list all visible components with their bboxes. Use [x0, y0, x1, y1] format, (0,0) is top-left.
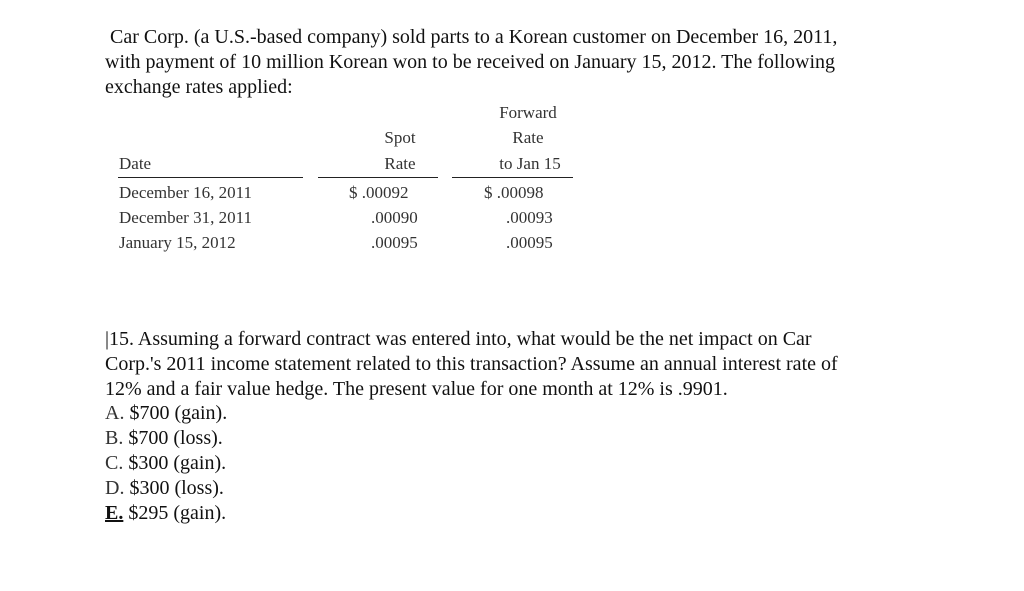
choice-d[interactable]: [105, 476, 227, 501]
table-row-date: January 15, 2012: [119, 233, 236, 252]
question-text: [105, 327, 925, 402]
choice-letter: B.: [105, 427, 124, 449]
answer-choices: [105, 401, 227, 526]
choice-text: $295 (gain).: [128, 502, 227, 524]
choice-a[interactable]: [105, 401, 227, 426]
header-spot-line1: Spot: [384, 128, 416, 147]
table-row-spot: $ .00092: [349, 183, 409, 202]
intro-line: exchange rates applied:: [105, 76, 293, 98]
choice-text: $700 (gain).: [129, 402, 228, 424]
intro-line: Car Corp. (a U.S.-based company) sold parts to a Korean customer on December 16, 2011,: [110, 26, 838, 48]
choice-text: $700 (loss).: [128, 427, 223, 449]
table-row-forward: .00095: [506, 233, 553, 252]
intro-line: with payment of 10 million Korean won to be received on January 15, 2012. The following: [105, 51, 836, 73]
question-line: 12% and a fair value hedge. The present value for one month at 12% is .9901.: [105, 378, 728, 400]
table-row-date: December 31, 2011: [119, 208, 252, 227]
table-row-forward: $ .00098: [484, 183, 544, 202]
header-forward-line3: to Jan 15: [499, 154, 561, 173]
table-row-spot: .00090: [371, 208, 418, 227]
choice-text: $300 (loss).: [129, 477, 224, 499]
choice-c[interactable]: [105, 451, 227, 476]
choice-letter: D.: [105, 477, 125, 499]
header-date: Date: [119, 154, 152, 173]
table-row-forward: .00093: [506, 208, 553, 227]
choice-text: $300 (gain).: [128, 452, 227, 474]
choice-e[interactable]: [105, 501, 227, 526]
header-rule-forward: [452, 177, 573, 178]
table-row-date: December 16, 2011: [119, 183, 252, 202]
header-forward-line1: Forward: [499, 103, 557, 122]
header-forward-line2: Rate: [512, 128, 544, 147]
question-line: Corp.'s 2011 income statement related to this transaction? Assume an annual interest rate of: [105, 353, 838, 375]
header-spot-line2: Rate: [384, 154, 416, 173]
table-row-spot: .00095: [371, 233, 418, 252]
choice-b[interactable]: [105, 426, 227, 451]
choice-letter: E.: [105, 502, 124, 524]
header-rule-date: [118, 177, 303, 178]
header-rule-spot: [318, 177, 438, 178]
choice-letter: A.: [105, 402, 125, 424]
question-line: |15. Assuming a forward contract was entered into, what would be the net impact on Car: [105, 328, 812, 350]
choice-letter: C.: [105, 452, 124, 474]
